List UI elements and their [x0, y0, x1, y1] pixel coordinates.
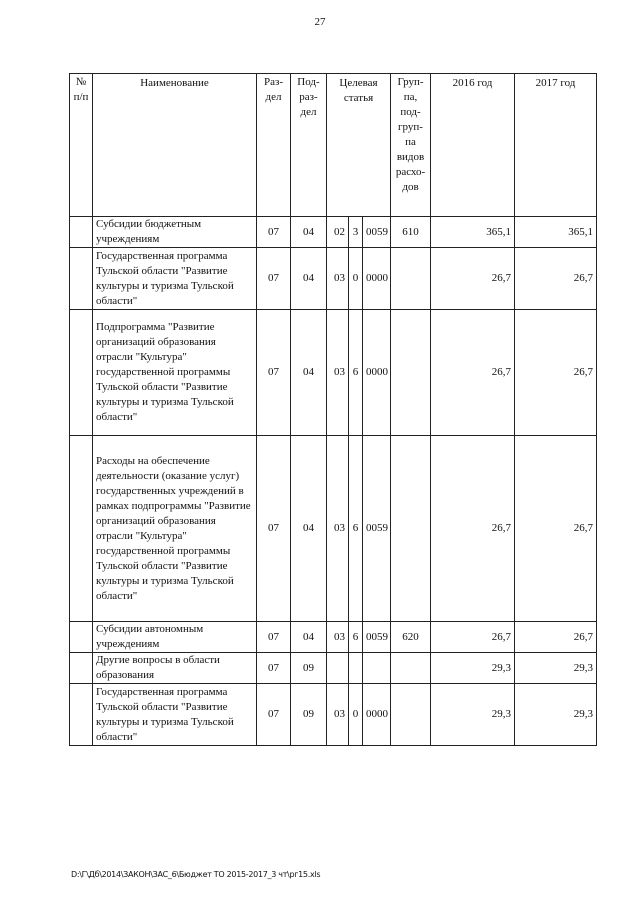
row-target-direction: 0000 — [363, 684, 391, 746]
row-num — [70, 217, 93, 248]
budget-table — [69, 73, 597, 746]
table-row — [70, 310, 597, 436]
row-podrazdel: 09 — [291, 684, 327, 746]
row-num — [70, 310, 93, 436]
header-2017: 2017 год — [515, 74, 597, 217]
row-2017-amount: 365,1 — [515, 217, 597, 248]
row-target-direction: 0059 — [363, 622, 391, 653]
row-target-subprogram: 0 — [349, 248, 363, 310]
row-group: 620 — [391, 622, 431, 653]
row-podrazdel: 09 — [291, 653, 327, 684]
table-row — [70, 653, 597, 684]
file-path: D:\Г\Дб\2014\ЗАКОН\ЗАС_6\Бюджет ТО 2015-2017_3 чт\рг15.xls — [71, 870, 321, 879]
header-num: № п/п — [70, 74, 93, 217]
row-target-subprogram: 6 — [349, 436, 363, 622]
row-razdel: 07 — [257, 310, 291, 436]
row-target-program: 03 — [327, 622, 349, 653]
row-razdel: 07 — [257, 436, 291, 622]
row-target-direction: 0000 — [363, 248, 391, 310]
row-2016-amount: 26,7 — [431, 310, 515, 436]
row-num — [70, 436, 93, 622]
row-podrazdel: 04 — [291, 622, 327, 653]
row-razdel: 07 — [257, 248, 291, 310]
row-podrazdel: 04 — [291, 436, 327, 622]
row-target-subprogram: 0 — [349, 684, 363, 746]
header-target: Целевая статья — [327, 74, 391, 217]
row-target-program: 03 — [327, 310, 349, 436]
page-number: 27 — [314, 16, 326, 28]
row-num — [70, 684, 93, 746]
row-razdel: 07 — [257, 653, 291, 684]
row-target-subprogram: 3 — [349, 217, 363, 248]
row-2016-amount: 26,7 — [431, 622, 515, 653]
row-name: Государственная программа Тульской области "Развитие культуры и туризма Тульской области" — [93, 248, 257, 310]
row-num — [70, 248, 93, 310]
header-row — [70, 74, 597, 217]
row-group — [391, 653, 431, 684]
row-target-direction — [363, 653, 391, 684]
row-2016-amount: 29,3 — [431, 653, 515, 684]
row-target-program: 03 — [327, 436, 349, 622]
row-name: Подпрограмма "Развитие организаций образования отрасли "Культура" государственной программы Тульской области "Развитие культуры и туризма Тульской области" — [93, 310, 257, 436]
row-group — [391, 248, 431, 310]
row-group — [391, 310, 431, 436]
row-target-direction: 0059 — [363, 217, 391, 248]
row-razdel: 07 — [257, 622, 291, 653]
row-podrazdel: 04 — [291, 217, 327, 248]
row-target-program: 03 — [327, 248, 349, 310]
row-name: Субсидии автономным учреждениям — [93, 622, 257, 653]
row-2016-amount: 26,7 — [431, 436, 515, 622]
row-2017-amount: 26,7 — [515, 310, 597, 436]
row-group — [391, 684, 431, 746]
row-target-program: 03 — [327, 684, 349, 746]
header-podrazdel: Под- раз- дел — [291, 74, 327, 217]
row-2016-amount: 26,7 — [431, 248, 515, 310]
row-podrazdel: 04 — [291, 248, 327, 310]
header-group: Груп- па, под- груп- па видов расхо- дов — [391, 74, 431, 217]
row-target-direction: 0059 — [363, 436, 391, 622]
row-razdel: 07 — [257, 217, 291, 248]
row-2017-amount: 29,3 — [515, 684, 597, 746]
row-target-subprogram: 6 — [349, 622, 363, 653]
header-name: Наименование — [93, 74, 257, 217]
header-razdel: Раз- дел — [257, 74, 291, 217]
table-body — [70, 217, 597, 746]
row-name: Расходы на обеспечение деятельности (оказание услуг) государственных учреждений в рамках подпрограммы "Развитие организаций образования отрасли "Культура" государственной программы Тульской области "Развитие культуры и туризма Тульской области" — [93, 436, 257, 622]
row-razdel: 07 — [257, 684, 291, 746]
row-target-program — [327, 653, 349, 684]
row-podrazdel: 04 — [291, 310, 327, 436]
row-num — [70, 653, 93, 684]
row-2016-amount: 365,1 — [431, 217, 515, 248]
row-2016-amount: 29,3 — [431, 684, 515, 746]
row-target-program: 02 — [327, 217, 349, 248]
row-name: Другие вопросы в области образования — [93, 653, 257, 684]
table-row — [70, 436, 597, 622]
row-name: Субсидии бюджетным учреждениям — [93, 217, 257, 248]
table-row — [70, 248, 597, 310]
header-2016: 2016 год — [431, 74, 515, 217]
row-2017-amount: 29,3 — [515, 653, 597, 684]
row-2017-amount: 26,7 — [515, 622, 597, 653]
row-target-direction: 0000 — [363, 310, 391, 436]
row-target-subprogram — [349, 653, 363, 684]
row-group — [391, 436, 431, 622]
table-row — [70, 622, 597, 653]
row-group: 610 — [391, 217, 431, 248]
row-2017-amount: 26,7 — [515, 248, 597, 310]
row-2017-amount: 26,7 — [515, 436, 597, 622]
row-name: Государственная программа Тульской области "Развитие культуры и туризма Тульской области" — [93, 684, 257, 746]
row-target-subprogram: 6 — [349, 310, 363, 436]
table-row — [70, 217, 597, 248]
row-num — [70, 622, 93, 653]
table-row — [70, 684, 597, 746]
